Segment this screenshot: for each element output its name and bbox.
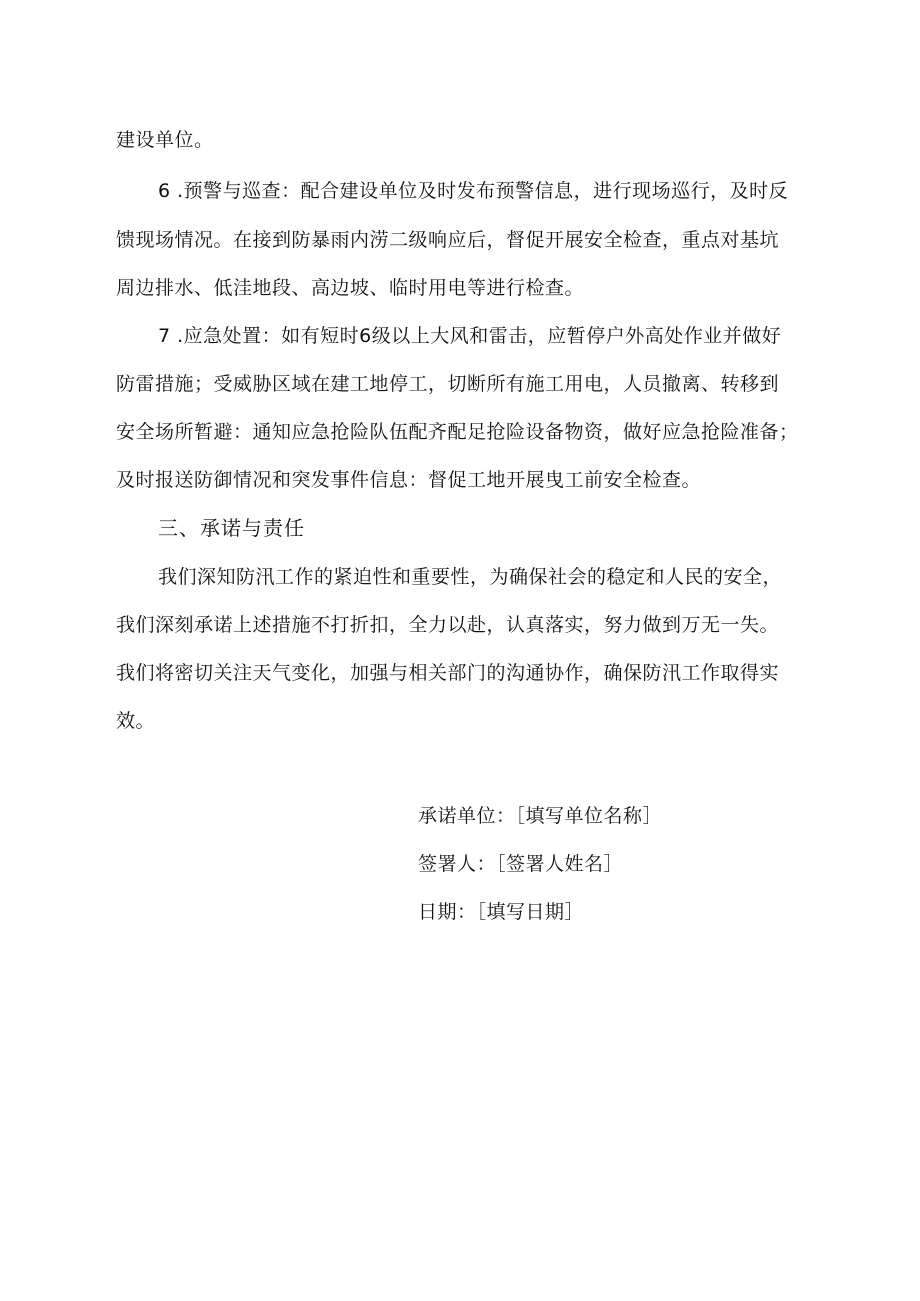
paragraph-line: 及时报送防御情况和突发事件信息：督促工地开展曳工前安全检查。 — [116, 469, 702, 491]
paragraph-line: 周边排水、低洼地段、高边坡、临时用电等进行检查。 — [116, 277, 585, 299]
signature-signer: 签署人：［签署人姓名］ — [418, 853, 624, 875]
list-item-6-line: 6 .预警与巡查：配合建设单位及时发布预警信息，进行现场巡行，及时反 — [158, 180, 789, 202]
signature-date: 日期：［填写日期］ — [418, 901, 585, 923]
paragraph-line: 我们将密切关注天气变化，加强与相关部门的沟通协作，确保防汛工作取得实 — [116, 662, 780, 684]
paragraph-line: 馈现场情况。在接到防暴雨内涝二级响应后，督促开展安全检查，重点对基坑 — [116, 229, 780, 251]
paragraph-line: 建设单位。 — [116, 129, 214, 151]
list-item-7-line: 7 .应急处置：如有短时6级以上大风和雷击，应暂停户外高处作业并做好 — [158, 325, 782, 347]
paragraph-line: 效。 — [116, 710, 156, 732]
signature-unit: 承诺单位：［填写单位名称］ — [418, 805, 663, 827]
paragraph-line: 我们深知防汛工作的紧迫性和重要性，为确保社会的稳定和人民的安全， — [158, 566, 783, 588]
paragraph-line: 安全场所暂避：通知应急抢险队伍配齐配足抢险设备物资，做好应急抢险准备； — [116, 421, 799, 443]
section-heading: 三、承诺与责任 — [158, 516, 305, 540]
paragraph-line: 我们深刻承诺上述措施不打折扣，全力以赴，认真落实，努力做到万无一失。 — [116, 614, 780, 636]
paragraph-line: 防雷措施；受威胁区域在建工地停工，切断所有施工用电，人员撤离、转移到 — [116, 373, 780, 395]
